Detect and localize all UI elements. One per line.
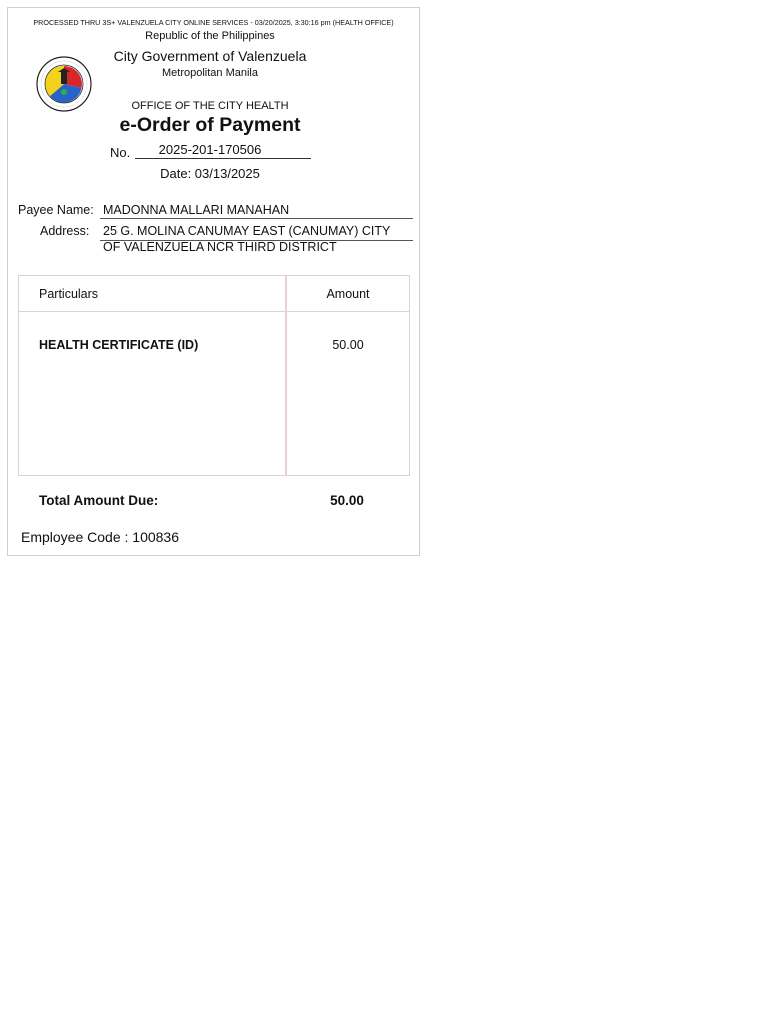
particulars-table [18,275,410,476]
address-label: Address: [40,224,90,238]
table-column-divider [285,276,287,475]
table-header-divider [19,311,409,312]
city-heading: City Government of Valenzuela [113,48,307,64]
table-row-particular: HEALTH CERTIFICATE (ID) [39,338,199,352]
employee-code: Employee Code : 100836 [21,529,179,545]
document-title: e-Order of Payment [119,114,301,136]
column-header-amount: Amount [326,287,370,301]
region-heading: Metropolitan Manila [162,67,258,79]
order-number-label: No. [110,145,131,160]
republic-heading: Republic of the Philippines [145,30,275,42]
order-number-underline [135,158,311,159]
order-date: Date: 03/13/2025 [160,166,260,181]
table-row-amount: 50.00 [332,338,364,352]
office-heading: OFFICE OF THE CITY HEALTH [131,100,289,112]
total-amount-value: 50.00 [330,493,364,508]
total-amount-label: Total Amount Due: [39,493,159,508]
order-number-value: 2025-201-170506 [158,142,262,157]
payee-name-value: MADONNA MALLARI MANAHAN [103,203,290,217]
payee-name-underline [100,218,413,219]
column-header-particulars: Particulars [39,287,99,301]
order-of-payment-card [7,7,420,556]
payee-name-label: Payee Name: [18,203,94,217]
address-line-2: OF VALENZUELA NCR THIRD DISTRICT [103,240,337,254]
address-line-1: 25 G. MOLINA CANUMAY EAST (CANUMAY) CITY [103,224,391,238]
processed-note: PROCESSED THRU 3S+ VALENZUELA CITY ONLINE SERVICES - 03/20/2025, 3:30:16 pm (HEALTH OFFICE) [33,18,394,27]
